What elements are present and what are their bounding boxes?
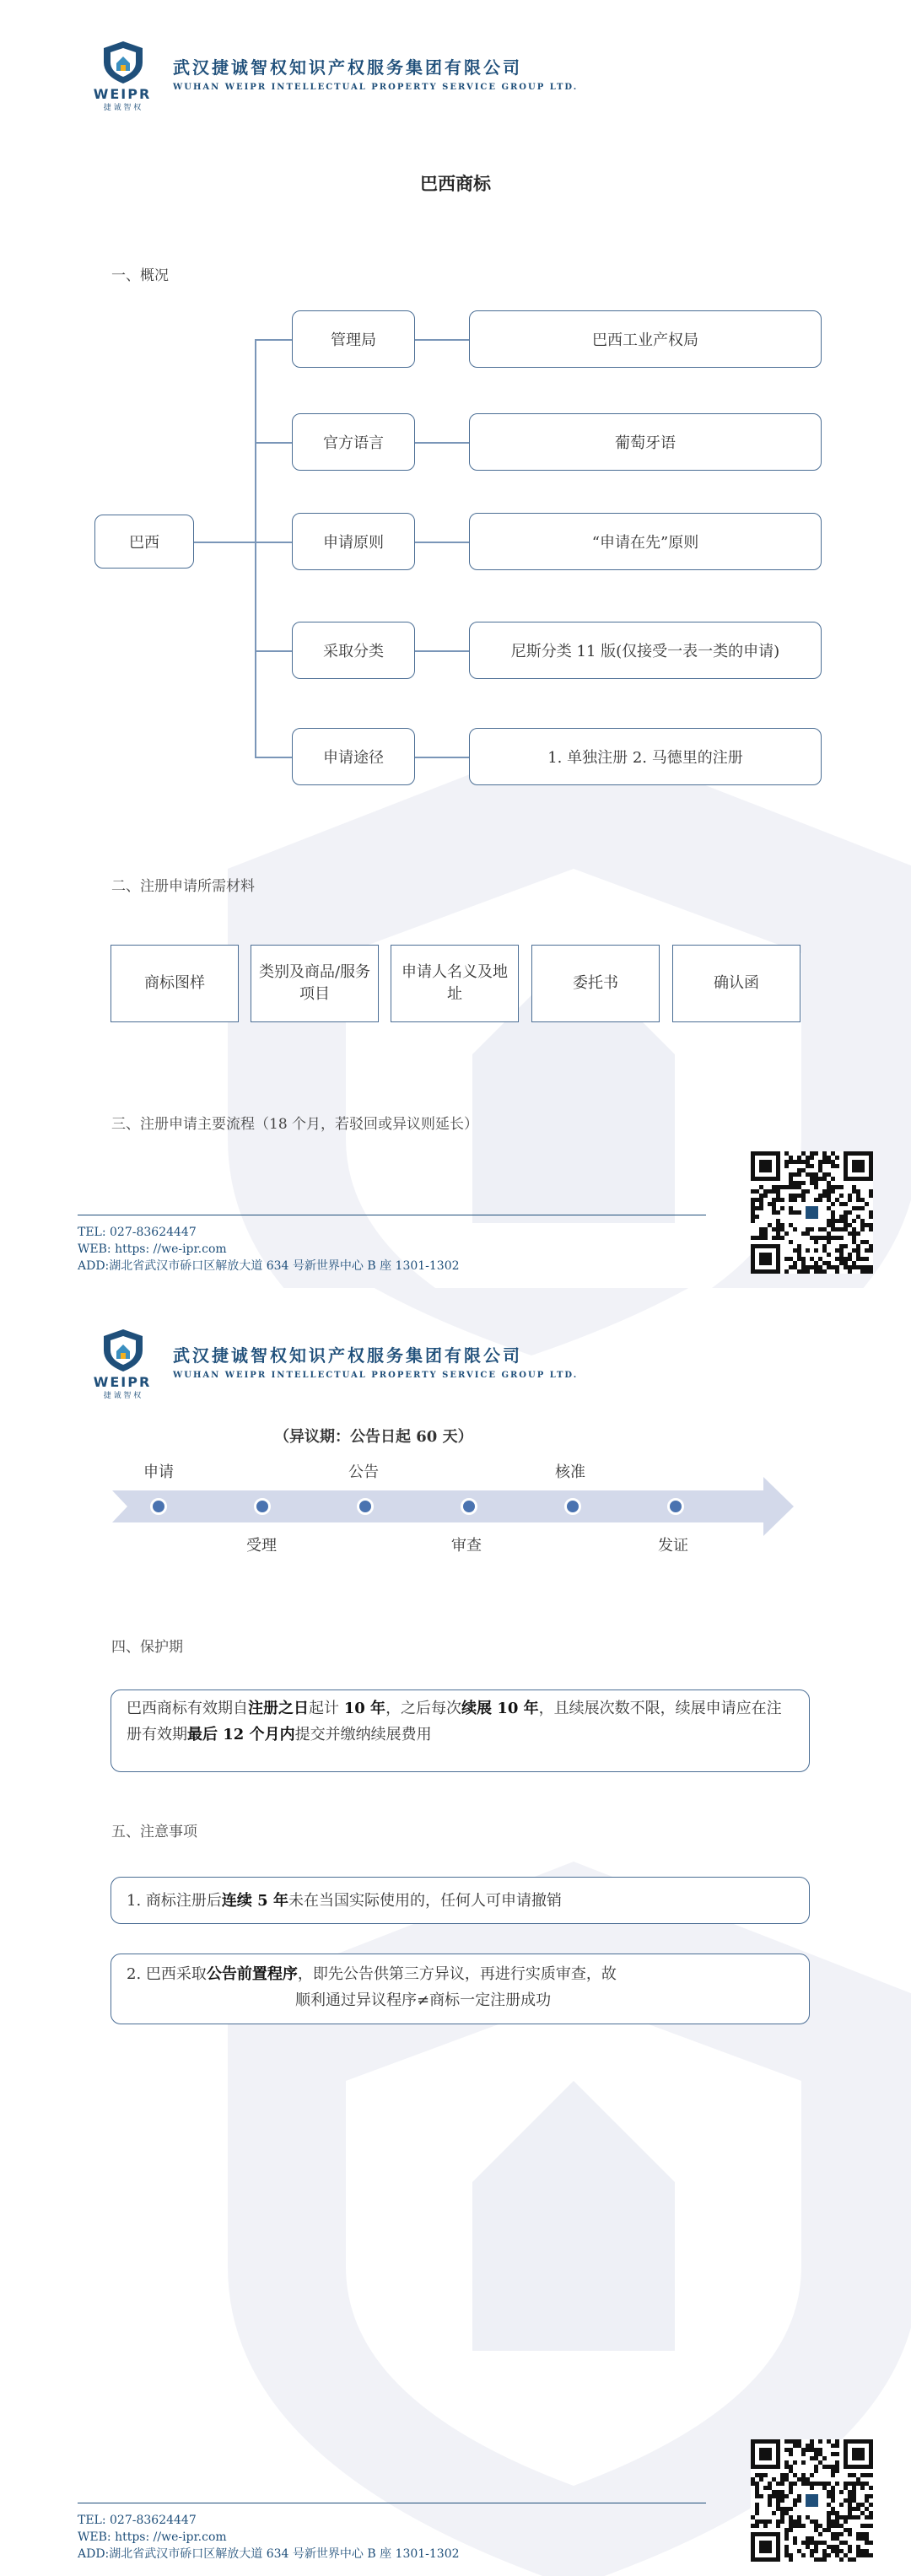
connector-line <box>194 542 255 543</box>
material-item: 商标图样 <box>111 945 239 1022</box>
company-name-cn: 武汉捷诚智权知识产权服务集团有限公司 <box>173 57 522 78</box>
protection-period-box <box>111 1689 810 1772</box>
emphasis: 注册之日 <box>248 1700 309 1717</box>
text-run: 顺利通过异议程序≠商标一定注册成功 <box>295 1991 552 2009</box>
value-node: 尼斯分类 11 版(仅接受一表一类的申请) <box>469 622 822 679</box>
timeline-step-dot <box>667 1498 684 1515</box>
qr-code-icon <box>751 1151 873 1274</box>
emphasis: 10 年 <box>343 1700 386 1717</box>
connector-line <box>415 650 469 652</box>
section-heading-protection: 四、保护期 <box>111 1639 183 1656</box>
connector-line <box>255 339 292 341</box>
company-logo <box>89 40 156 113</box>
timeline-step-label: 审查 <box>451 1537 482 1555</box>
root-node-brazil: 巴西 <box>94 515 194 569</box>
letterhead <box>89 40 679 112</box>
text-run: 起计 <box>309 1700 344 1717</box>
timeline-step-dot <box>461 1498 477 1515</box>
company-logo <box>89 1328 156 1401</box>
value-node: 巴西工业产权局 <box>469 310 822 368</box>
text-run: ，且续展次数不限，续展申请应在注册有效期 <box>127 1700 782 1743</box>
logo-wordmark: WEIPR <box>93 86 152 102</box>
section-heading-notes: 五、注意事项 <box>111 1824 197 1840</box>
timeline-step-dot <box>254 1498 271 1515</box>
connector-line <box>255 650 292 652</box>
shield-icon <box>102 40 144 84</box>
footer-web: WEB: https: //we-ipr.com <box>78 1242 227 1256</box>
connector-line <box>415 542 469 543</box>
timeline-step-dot <box>150 1498 167 1515</box>
connector-line <box>415 339 469 341</box>
material-item: 确认函 <box>672 945 800 1022</box>
company-name-cn: 武汉捷诚智权知识产权服务集团有限公司 <box>173 1345 522 1366</box>
timeline-step-label: 公告 <box>348 1463 379 1481</box>
label-node: 官方语言 <box>292 413 415 471</box>
text-run: 巴西商标有效期自 <box>127 1700 248 1717</box>
text-run: 2. 巴西采取 <box>127 1965 207 1983</box>
text-run: ，之后每次 <box>385 1700 462 1717</box>
material-item: 类别及商品/服务项目 <box>251 945 379 1022</box>
shield-icon <box>102 1328 144 1372</box>
timeline-step-dot <box>357 1498 374 1515</box>
logo-subtext: 捷 诚 智 权 <box>103 1392 142 1400</box>
emphasis: 续展 10 年 <box>461 1700 539 1717</box>
logo-wordmark: WEIPR <box>93 1374 152 1390</box>
emphasis: 连续 5 年 <box>221 1891 288 1910</box>
label-node: 采取分类 <box>292 622 415 679</box>
connector-line <box>415 757 469 758</box>
note-box-1 <box>111 1877 810 1924</box>
qr-code-icon <box>751 2439 873 2562</box>
connector-line <box>255 542 292 543</box>
page-title: 巴西商标 <box>420 173 491 194</box>
material-item: 申请人名义及地址 <box>391 945 519 1022</box>
connector-line <box>255 339 256 757</box>
section-heading-process: 三、注册申请主要流程（18 个月，若驳回或异议则延长） <box>111 1116 479 1133</box>
text-run: 1. 商标注册后 <box>127 1891 222 1910</box>
logo-subtext: 捷 诚 智 权 <box>103 104 142 112</box>
text-run: 未在当国实际使用的，任何人可申请撤销 <box>288 1891 562 1910</box>
connector-line <box>415 442 469 444</box>
section-heading-materials: 二、注册申请所需材料 <box>111 878 255 895</box>
footer-address: ADD:湖北省武汉市硚口区解放大道 634 号新世界中心 B 座 1301-1302 <box>78 1259 460 1273</box>
connector-line <box>255 442 292 444</box>
timeline-step-label: 受理 <box>246 1537 277 1555</box>
note-box-2 <box>111 1954 810 2024</box>
company-name-en: WUHAN WEIPR INTELLECTUAL PROPERTY SERVICE GROUP LTD. <box>173 83 579 92</box>
footer-tel: TEL: 027-83624447 <box>78 2514 197 2527</box>
company-name-en: WUHAN WEIPR INTELLECTUAL PROPERTY SERVICE GROUP LTD. <box>173 1371 579 1380</box>
footer-address: ADD:湖北省武汉市硚口区解放大道 634 号新世界中心 B 座 1301-1302 <box>78 2547 460 2561</box>
footer-web: WEB: https: //we-ipr.com <box>78 2530 227 2544</box>
footer-tel: TEL: 027-83624447 <box>78 1226 197 1239</box>
label-node: 管理局 <box>292 310 415 368</box>
label-node: 申请原则 <box>292 513 415 570</box>
label-node: 申请途径 <box>292 728 415 785</box>
timeline-step-label: 发证 <box>658 1537 688 1555</box>
material-item: 委托书 <box>531 945 660 1022</box>
section-heading-overview: 一、概况 <box>111 267 169 284</box>
timeline-step-label: 申请 <box>143 1463 174 1481</box>
value-node: 葡萄牙语 <box>469 413 822 471</box>
text-run: ，即先公告供第三方异议，再进行实质审查，故 <box>297 1965 617 1983</box>
emphasis: 最后 12 个月内 <box>187 1726 295 1743</box>
process-timeline-arrow <box>112 1477 794 1536</box>
value-node: 1. 单独注册 2. 马德里的注册 <box>469 728 822 785</box>
connector-line <box>255 757 292 758</box>
text-run: 提交并缴纳续展费用 <box>294 1726 432 1743</box>
opposition-period-note: （异议期：公告日起 60 天） <box>274 1428 473 1446</box>
emphasis: 公告前置程序 <box>206 1965 298 1983</box>
letterhead <box>89 1328 679 1400</box>
value-node: “申请在先”原则 <box>469 513 822 570</box>
timeline-step-dot <box>564 1498 581 1515</box>
timeline-step-label: 核准 <box>555 1463 585 1481</box>
